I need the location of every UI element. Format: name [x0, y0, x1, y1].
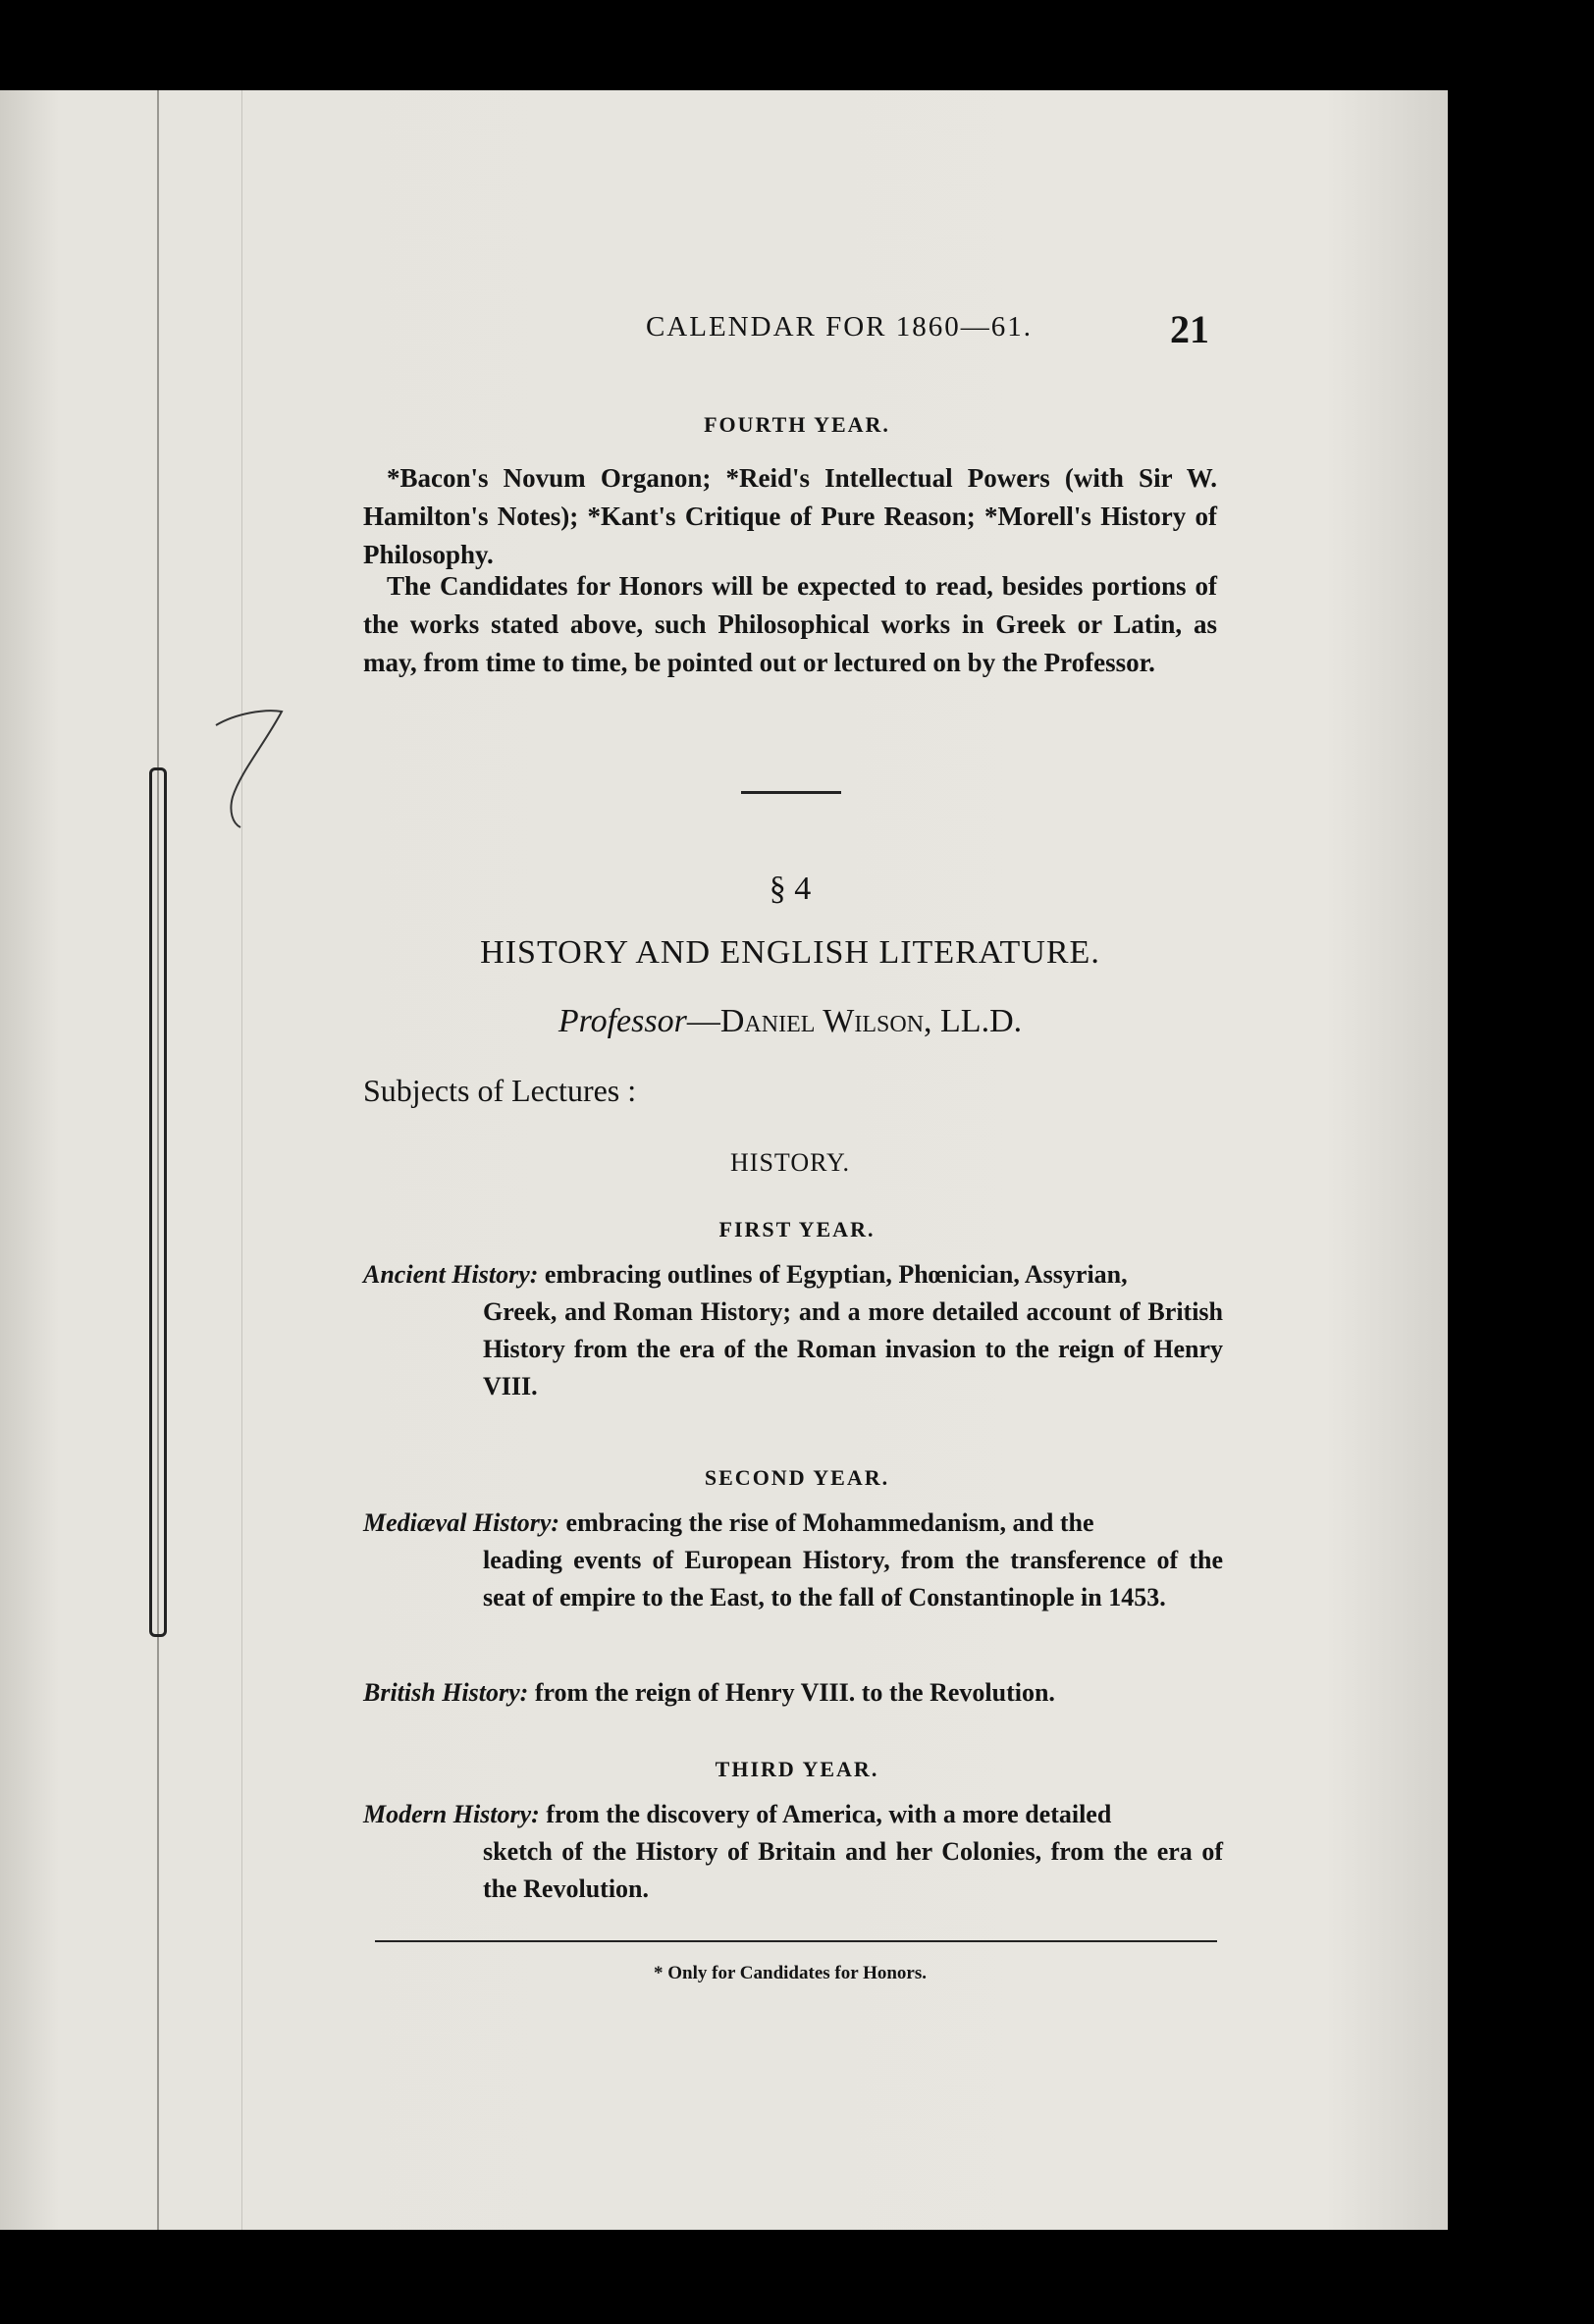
- professor-role: Professor: [558, 1003, 687, 1039]
- entry-first-line: from the reign of Henry VIII. to the Revolution.: [534, 1678, 1055, 1707]
- pencil-annotation-mark: [211, 704, 290, 831]
- entry-term: Modern History:: [363, 1800, 540, 1828]
- entry-continuation: Greek, and Roman History; and a more detailed account of British History from the era of the Roman invasion to the reign of Henry VIII.: [483, 1297, 1223, 1400]
- modern-history-entry: [363, 1796, 1223, 1908]
- professor-line: [0, 1003, 1580, 1040]
- section-divider: [741, 791, 841, 794]
- footnote-rule: [375, 1940, 1217, 1942]
- entry-term: Mediæval History:: [363, 1508, 560, 1537]
- entry-term: Ancient History:: [363, 1260, 539, 1289]
- second-year-heading: SECOND YEAR.: [704, 1465, 890, 1490]
- entry-continuation: leading events of European History, from the transference of the seat of empire to the East, to the fall of Constantinople in 1453.: [483, 1546, 1223, 1611]
- section-title: HISTORY AND ENGLISH LITERATURE.: [480, 934, 1100, 971]
- honors-paragraph: The Candidates for Honors will be expected to read, besides portions of the works stated above, such Philosophical works in Greek or Latin, as may, from time to time, be pointed out or lectured on by the Professor.: [363, 571, 1217, 677]
- professor-name: Daniel Wilson, LL.D.: [719, 1003, 1023, 1039]
- fourth-year-heading: FOURTH YEAR.: [704, 412, 890, 437]
- section-mark: § 4: [769, 871, 812, 907]
- entry-continuation: sketch of the History of Britain and her Colonies, from the era of the Revolution.: [483, 1837, 1223, 1903]
- third-year-heading: THIRD YEAR.: [715, 1757, 879, 1781]
- subjects-label: Subjects of Lectures :: [363, 1073, 637, 1108]
- professor-dash: —: [686, 1003, 720, 1039]
- running-head: CALENDAR FOR 1860—61.: [645, 311, 1034, 343]
- british-history-entry: [363, 1674, 1223, 1712]
- entry-first-line: from the discovery of America, with a more detailed: [546, 1800, 1112, 1828]
- medieval-history-entry: [363, 1505, 1223, 1616]
- fourth-year-readings: *Bacon's Novum Organon; *Reid's Intellectual Powers (with Sir W. Hamilton's Notes); *Kant's Critique of Pure Reason; *Morell's History of Philosophy.: [363, 463, 1217, 569]
- page-number: 21: [1170, 307, 1209, 351]
- first-year-heading: FIRST YEAR.: [718, 1217, 876, 1241]
- ancient-history-entry: [363, 1256, 1223, 1405]
- footnote: * Only for Candidates for Honors.: [654, 1963, 927, 1983]
- entry-first-line: embracing outlines of Egyptian, Phœnician, Assyrian,: [544, 1260, 1128, 1289]
- entry-term: British History:: [363, 1678, 529, 1707]
- entry-first-line: embracing the rise of Mohammedanism, and the: [565, 1508, 1094, 1537]
- history-heading: HISTORY.: [730, 1148, 850, 1177]
